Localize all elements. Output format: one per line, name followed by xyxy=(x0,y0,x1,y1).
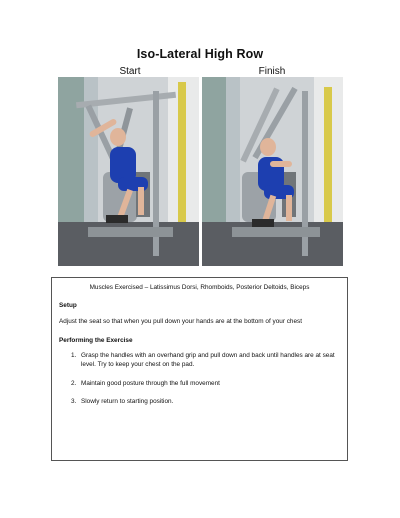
muscles-exercised: Muscles Exercised – Latissimus Dorsi, Rhomboids, Posterior Deltoids, Biceps xyxy=(89,284,310,291)
list-item xyxy=(59,379,339,388)
step-text: Grasp the handles with an overhand grip and pull down and back until handles are at seat level. Try to keep your chest on the pad. xyxy=(81,352,335,369)
step-text: Slowly return to starting position. xyxy=(81,397,174,405)
finish-position-photo xyxy=(202,77,343,266)
setup-heading: Setup xyxy=(59,302,77,309)
step-number: 1. xyxy=(71,352,77,359)
instructions-box xyxy=(51,277,348,461)
caption-finish: Finish xyxy=(258,66,286,77)
list-item xyxy=(59,397,339,406)
performing-heading: Performing the Exercise xyxy=(59,337,133,344)
setup-text: Adjust the seat so that when you pull down your hands are at the bottom of your chest xyxy=(59,318,302,325)
steps-list xyxy=(59,351,339,415)
document-title: Iso-Lateral High Row xyxy=(136,47,264,61)
step-number: 2. xyxy=(71,379,77,387)
start-position-photo xyxy=(58,77,199,266)
list-item xyxy=(59,351,339,370)
step-text: Maintain good posture through the full movement xyxy=(81,379,220,387)
step-number: 3. xyxy=(71,397,77,405)
caption-start: Start xyxy=(119,66,141,77)
